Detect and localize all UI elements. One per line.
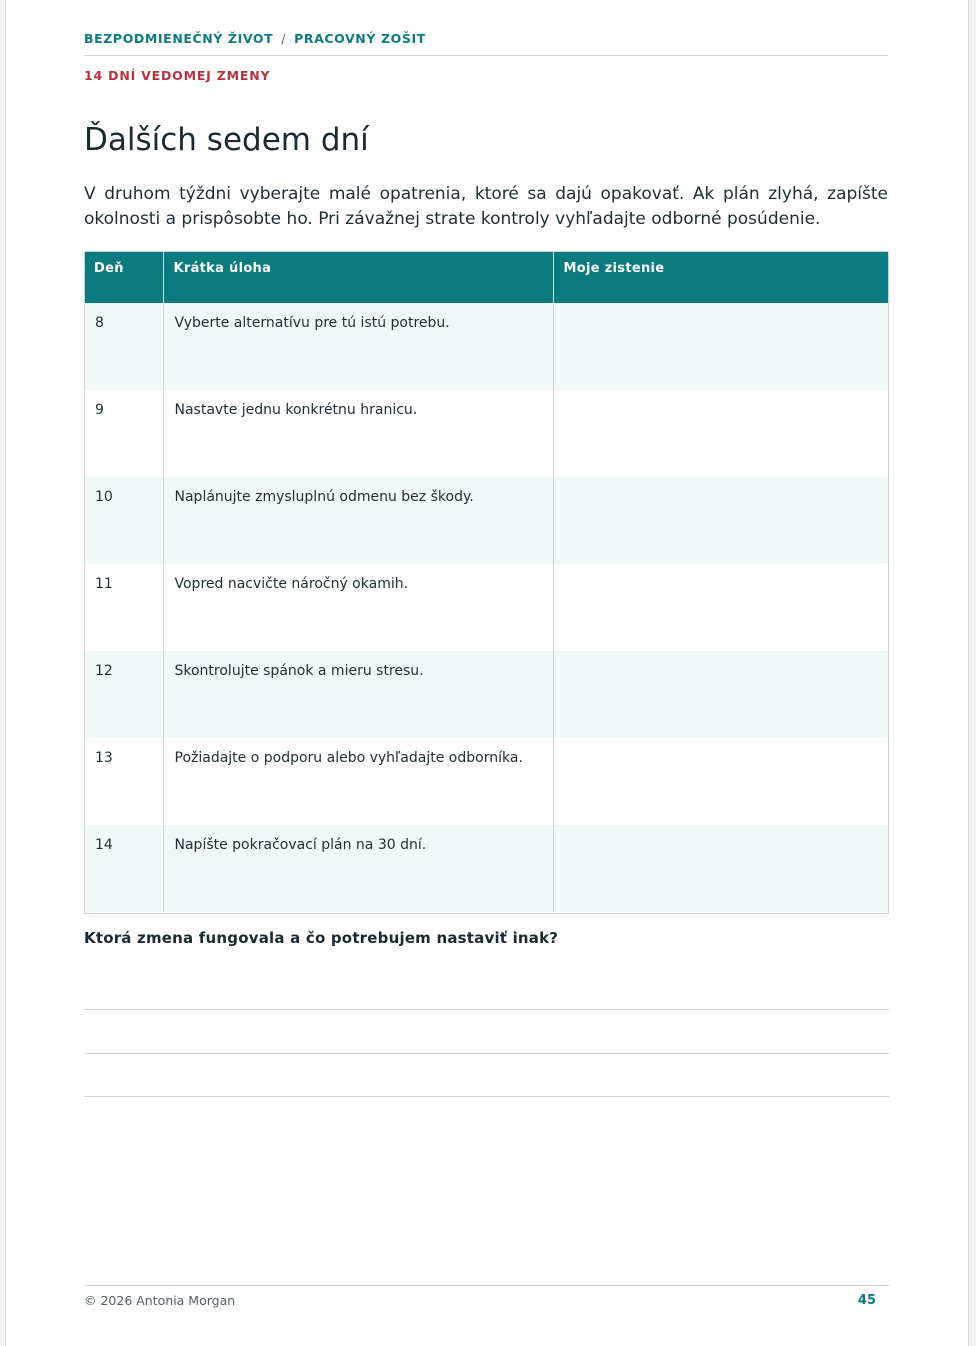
page-title: Ďalších sedem dní [84, 122, 369, 158]
day-cell: 10 [84, 477, 163, 564]
column-header-finding: Moje zistenie [553, 251, 889, 303]
reflection-question: Ktorá zmena fungovala a čo potrebujem nastaviť inak? [84, 929, 559, 947]
task-cell: Napíšte pokračovací plán na 30 dní. [163, 825, 553, 912]
day-cell: 13 [84, 738, 163, 825]
day-cell: 12 [84, 651, 163, 738]
task-cell: Naplánujte zmysluplnú odmenu bez škody. [163, 477, 553, 564]
finding-cell[interactable] [553, 825, 889, 912]
table-row [84, 564, 889, 651]
section-label: 14 DNÍ VEDOMEJ ZMENY [84, 68, 271, 83]
task-cell: Požiadajte o podporu alebo vyhľadajte odborníka. [163, 738, 553, 825]
footer-rule [84, 1285, 889, 1286]
task-table [84, 251, 889, 912]
table-row [84, 738, 889, 825]
answer-line[interactable] [84, 1053, 889, 1054]
header-rule [84, 55, 888, 56]
day-cell: 9 [84, 390, 163, 477]
intro-paragraph: V druhom týždni vyberajte malé opatrenia, ktoré sa dajú opakovať. Ak plán zlyhá, zapíšte okolnosti a prispôsobte ho. Pri závažnej strate kontroly vyhľadajte odborné posúdenie. [84, 184, 888, 229]
page-number: 45 [857, 1293, 876, 1308]
task-cell: Vyberte alternatívu pre tú istú potrebu. [163, 303, 553, 390]
table-row [84, 651, 889, 738]
finding-cell[interactable] [553, 390, 889, 477]
answer-line[interactable] [84, 1096, 889, 1097]
column-header-day: Deň [84, 251, 163, 303]
day-cell: 8 [84, 303, 163, 390]
task-cell: Nastavte jednu konkrétnu hranicu. [163, 390, 553, 477]
task-cell: Vopred nacvičte náročný okamih. [163, 564, 553, 651]
table-row [84, 825, 889, 912]
table-row [84, 303, 889, 390]
copyright-notice: © 2026 Antonia Morgan [84, 1293, 236, 1308]
answer-line[interactable] [84, 1009, 889, 1010]
finding-cell[interactable] [553, 651, 889, 738]
finding-cell[interactable] [553, 303, 889, 390]
header-separator: / [281, 31, 287, 46]
column-header-task: Krátka úloha [163, 251, 553, 303]
part-title: PRACOVNÝ ZOŠIT [294, 31, 426, 46]
table-row [84, 477, 889, 564]
finding-cell[interactable] [553, 477, 889, 564]
finding-cell[interactable] [553, 738, 889, 825]
day-cell: 14 [84, 825, 163, 912]
table-header-row [84, 251, 889, 303]
book-title: BEZPODMIENEČNÝ ŽIVOT [84, 31, 274, 46]
running-header [84, 31, 888, 46]
finding-cell[interactable] [553, 564, 889, 651]
table-row [84, 390, 889, 477]
day-cell: 11 [84, 564, 163, 651]
task-cell: Skontrolujte spánok a mieru stresu. [163, 651, 553, 738]
document-page [5, 0, 969, 1346]
